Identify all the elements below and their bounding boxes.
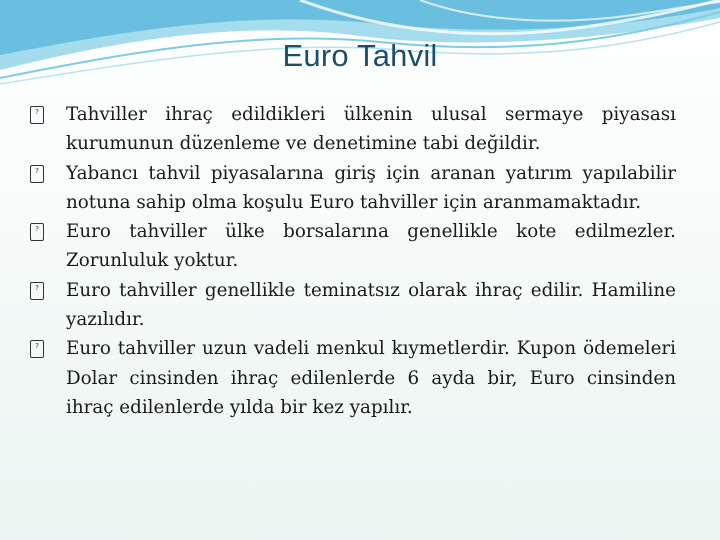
bullet-glyph-icon: ? — [30, 340, 44, 358]
bullet-glyph-icon: ? — [30, 165, 44, 183]
bullet-item — [28, 100, 676, 159]
bullet-text: Euro tahviller uzun vadeli menkul kıymetlerdir. Kupon ödemeleri Dolar cinsinden ihraç edilenlerde 6 ayda bir, Euro cinsinden ihraç edilenlerde yılda bir kez yapılır. — [66, 338, 676, 418]
bullet-text: Tahviller ihraç edildikleri ülkenin ulusal sermaye piyasası kurumunun düzenleme ve denetimine tabi değildir. — [66, 104, 676, 155]
bullet-glyph-icon: ? — [30, 282, 44, 300]
bullet-text: Euro tahviller ülke borsalarına genellikle kote edilmezler. Zorunluluk yoktur. — [66, 221, 676, 272]
bullet-item — [28, 159, 676, 218]
bullet-text: Euro tahviller genellikle teminatsız olarak ihraç edilir. Hamiline yazılıdır. — [66, 279, 676, 331]
bullet-glyph-icon: ? — [30, 106, 44, 124]
bullet-item — [28, 276, 676, 335]
bullet-item — [28, 217, 676, 276]
slide-title: Euro Tahvil — [282, 38, 438, 73]
bullet-text: Yabancı tahvil piyasalarına giriş için aranan yatırım yapılabilir notuna sahip olma koşulu Euro tahviller için aranmamaktadır. — [66, 162, 676, 213]
bullet-list — [28, 100, 676, 422]
bullet-glyph-icon: ? — [30, 223, 44, 241]
bullet-item — [28, 334, 676, 422]
